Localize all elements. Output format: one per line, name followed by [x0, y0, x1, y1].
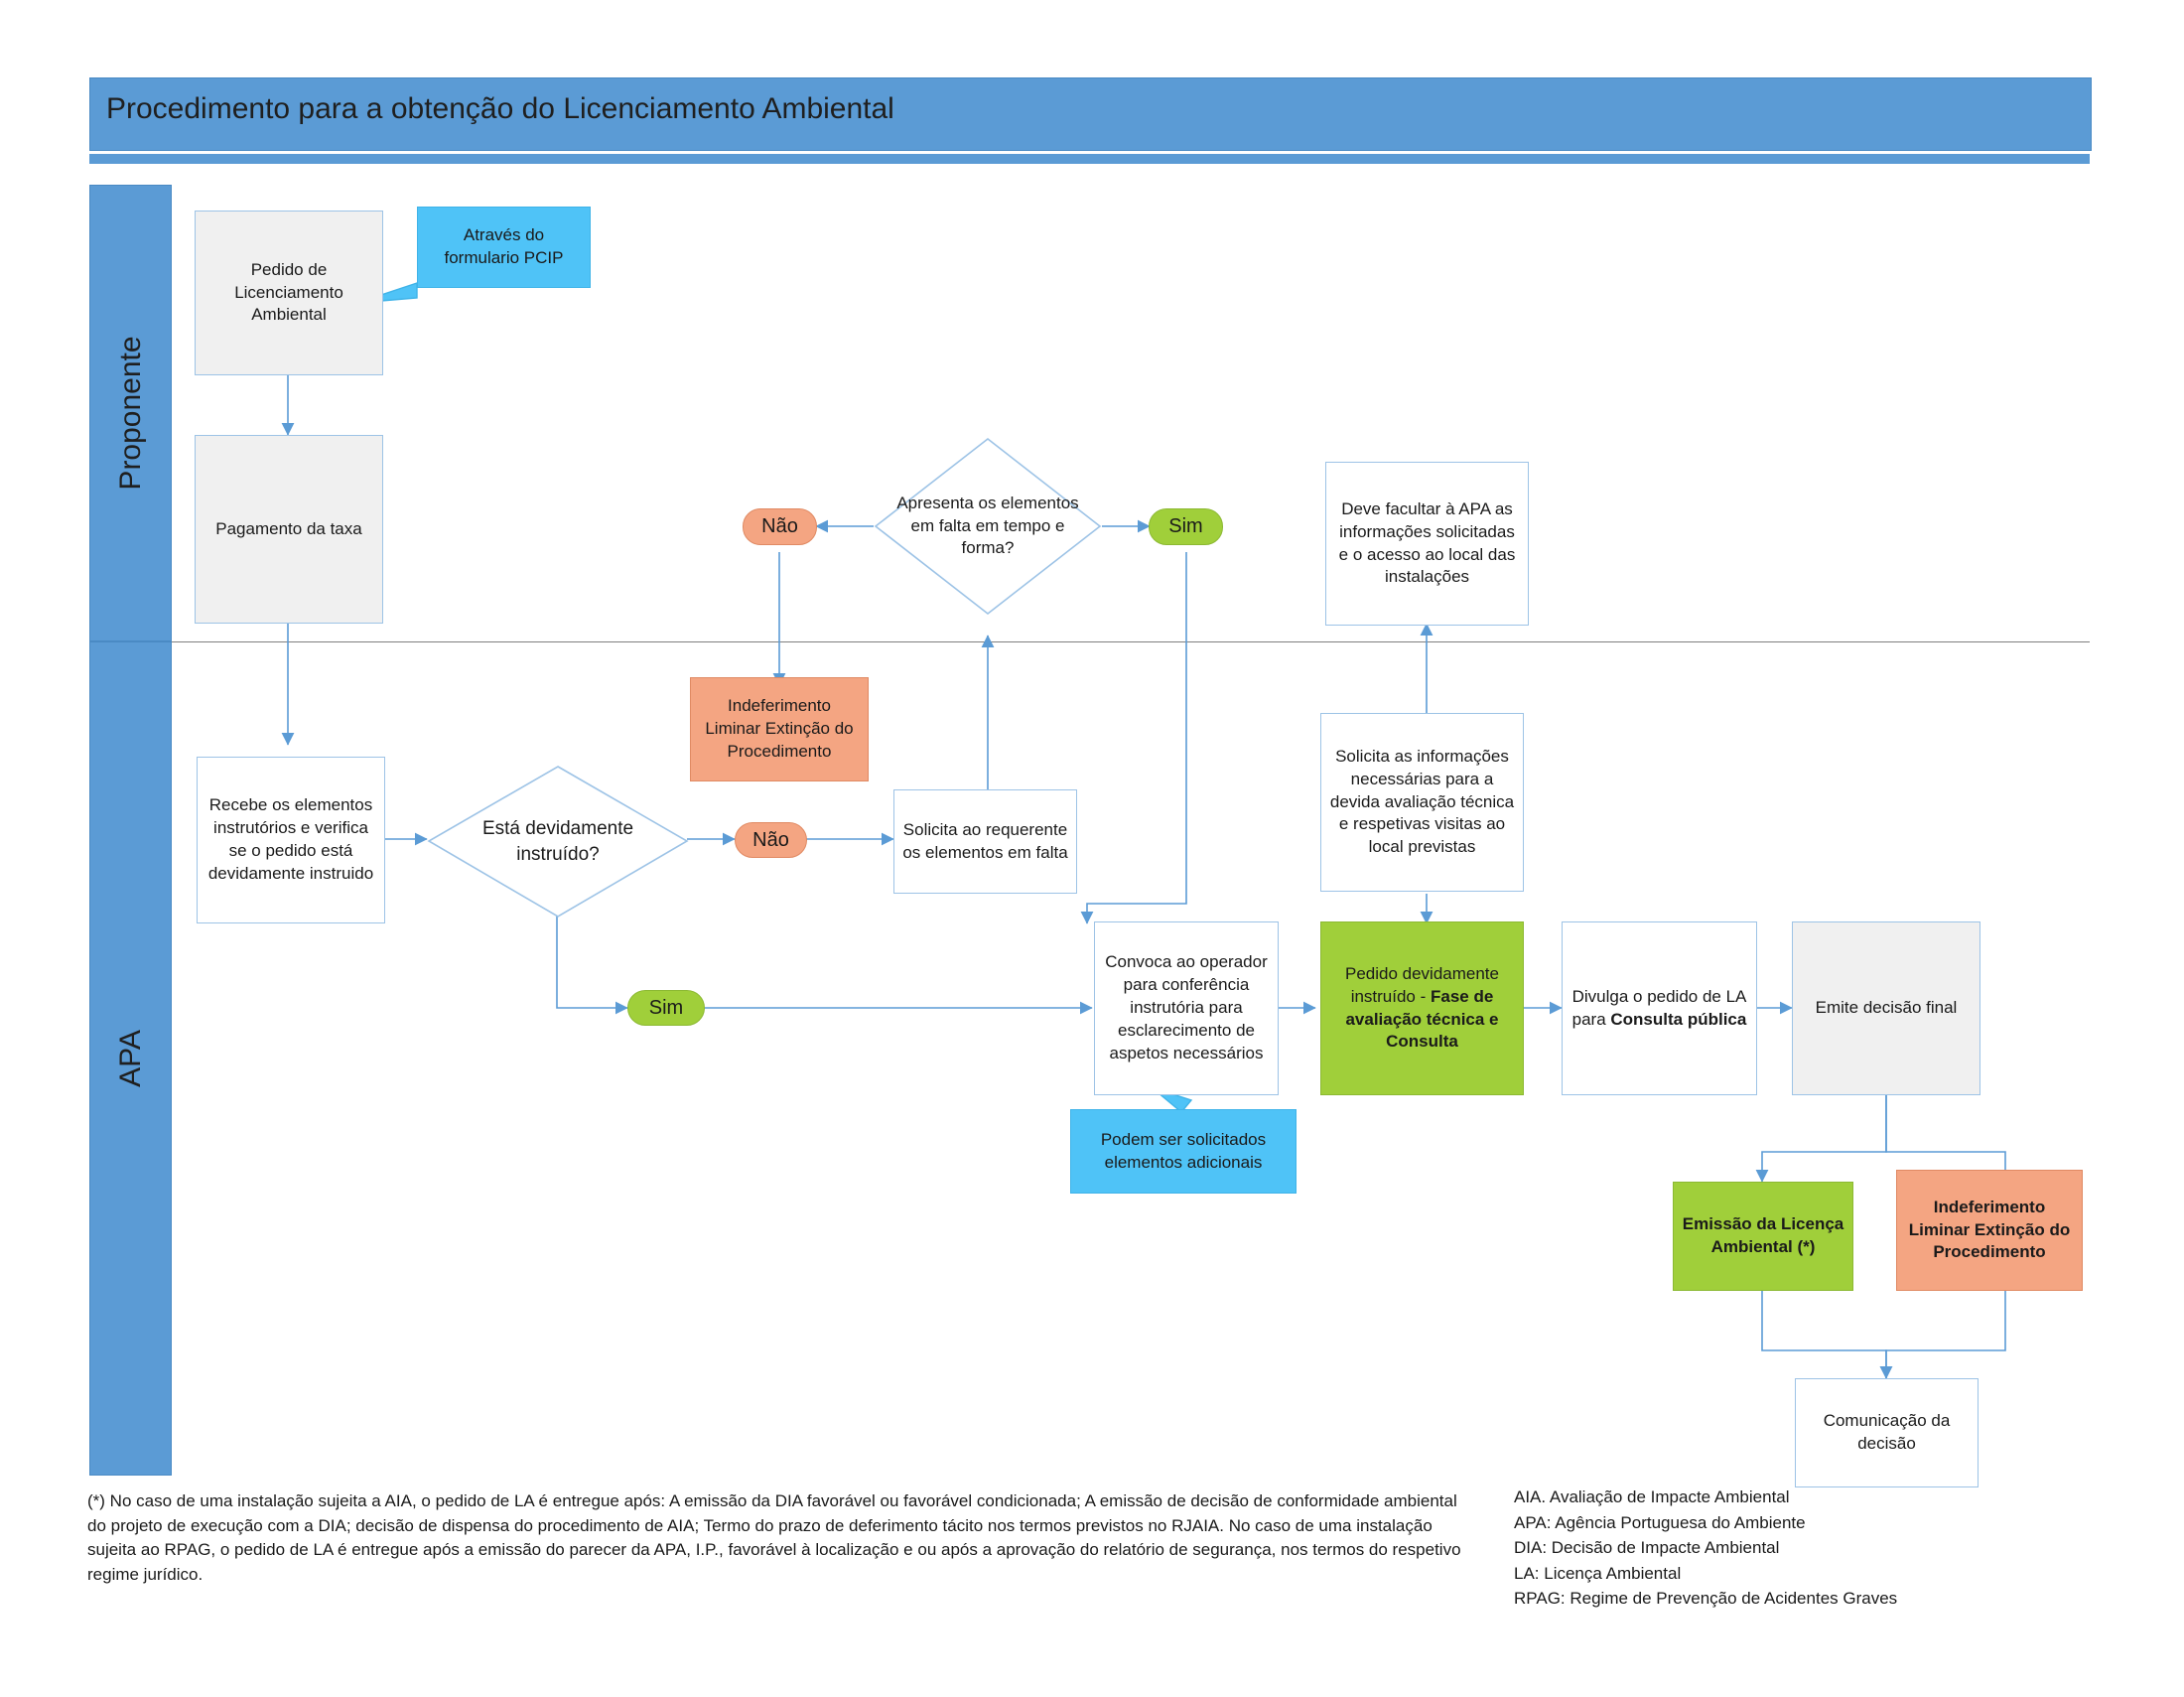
legend-item: AIA. Avaliação de Impacte Ambiental — [1514, 1487, 1790, 1506]
diagram-title-bar — [89, 77, 2092, 151]
decision-apresenta-elementos — [874, 437, 1102, 616]
node-label: Pedido de Licenciamento Ambiental — [234, 259, 343, 325]
callout-elementos-adicionais — [1070, 1109, 1297, 1194]
pill-nao-meio: Não — [735, 822, 807, 858]
node-label: Emite decisão final — [1815, 998, 1958, 1018]
node-label — [1329, 963, 1515, 1055]
node-label: Convoca ao operador para conferência instrutória para esclarecimento de aspetos necessários — [1105, 952, 1268, 1062]
node-divulga-consulta-publica — [1562, 921, 1757, 1095]
node-convoca-operador — [1094, 921, 1279, 1095]
node-comunicacao-decisao — [1795, 1378, 1979, 1487]
node-recebe-elementos — [197, 757, 385, 923]
node-indeferimento-liminar-final — [1896, 1170, 2083, 1291]
node-pagamento-taxa — [195, 435, 383, 624]
callout-label: Podem ser solicitados elementos adicionais — [1100, 1129, 1267, 1172]
legend-item: APA: Agência Portuguesa do Ambiente — [1514, 1512, 1806, 1532]
pill-sim-topo: Sim — [1149, 508, 1223, 545]
node-label-emphasis: Consulta pública — [1610, 1009, 1747, 1029]
node-label: Indeferimento Liminar Extinção do Procedimento — [1908, 1197, 2071, 1262]
node-pedido-licenciamento — [195, 211, 383, 375]
callout-formulario-pcip — [417, 207, 591, 288]
node-emite-decisao-final — [1792, 921, 1980, 1095]
legend-block — [1514, 1485, 2129, 1612]
lane-header-proponente — [89, 185, 172, 641]
node-label: Solicita as informações necessárias para a devida avaliação técnica e respetivas visitas ao local previstas — [1329, 746, 1515, 857]
node-label: Solicita ao requerente os elementos em falta — [902, 819, 1068, 862]
page-title: Procedimento para a obtenção do Licenciamento Ambiental — [106, 92, 894, 125]
lane-header-apa — [89, 641, 172, 1476]
node-deve-facultar — [1325, 462, 1529, 626]
decision-label: Apresenta os elementos em falta em tempo e forma? — [896, 493, 1079, 558]
title-underline — [89, 154, 2090, 164]
legend-item: RPAG: Regime de Prevenção de Acidentes Graves — [1514, 1589, 1898, 1608]
lane-label-apa: APA — [113, 1030, 147, 1087]
node-label: Emissão da Licença Ambiental (*) — [1682, 1214, 1844, 1256]
legend-item: LA: Licença Ambiental — [1514, 1563, 1682, 1583]
node-indeferimento-liminar-topo — [690, 677, 869, 781]
lane-label-proponente: Proponente — [113, 336, 147, 491]
node-label: Comunicação da decisão — [1823, 1411, 1951, 1453]
node-label-emphasis: Fase de avaliação técnica e Consulta — [1345, 986, 1499, 1052]
node-label-prefix: Pedido devidamente instruído - — [1344, 963, 1499, 1006]
node-label: Pagamento da taxa — [215, 518, 362, 538]
node-label: Recebe os elementos instrutórios e verifica se o pedido está devidamente instruido — [207, 795, 374, 883]
node-label: Deve facultar à APA as informações solicitadas e o acesso ao local das instalações — [1338, 498, 1516, 587]
footnote-text: (*) No caso de uma instalação sujeita a AIA, o pedido de LA é entregue após: A emissão da DIA favorável ou favorável condicionada; A emissão de decisão de conformidade ambiental do projeto de execução com a DIA; decisão de dispensa do procedimento de AIA; Termo do prazo de deferimento tácito nos termos previstos no RJAIA. No caso de uma instalação sujeita ao RPAG, o pedido de LA é entregue após a emissão do parecer da APA, I.P., favorável à localização e ou após a aprovação do relatório de segurança, nos termos do respetivo regime jurídico. — [87, 1491, 1461, 1584]
pill-sim-meio: Sim — [627, 990, 705, 1026]
callout-label: Através do formulario PCIP — [444, 225, 564, 267]
pill-nao-topo: Não — [743, 508, 817, 545]
node-label-prefix: Divulga o pedido de LA para — [1571, 986, 1747, 1029]
node-label: Indeferimento Liminar Extinção do Procedimento — [705, 696, 854, 761]
decision-label: Está devidamente instruído? — [481, 817, 634, 865]
node-pedido-devidamente-instruido — [1320, 921, 1524, 1095]
node-emissao-licenca-ambiental — [1673, 1182, 1853, 1291]
node-label — [1570, 986, 1748, 1032]
decision-esta-devidamente-instruido — [427, 765, 689, 919]
node-solicita-informacoes — [1320, 713, 1524, 892]
legend-item: DIA: Decisão de Impacte Ambiental — [1514, 1538, 1780, 1557]
node-solicita-requerente — [893, 789, 1077, 894]
